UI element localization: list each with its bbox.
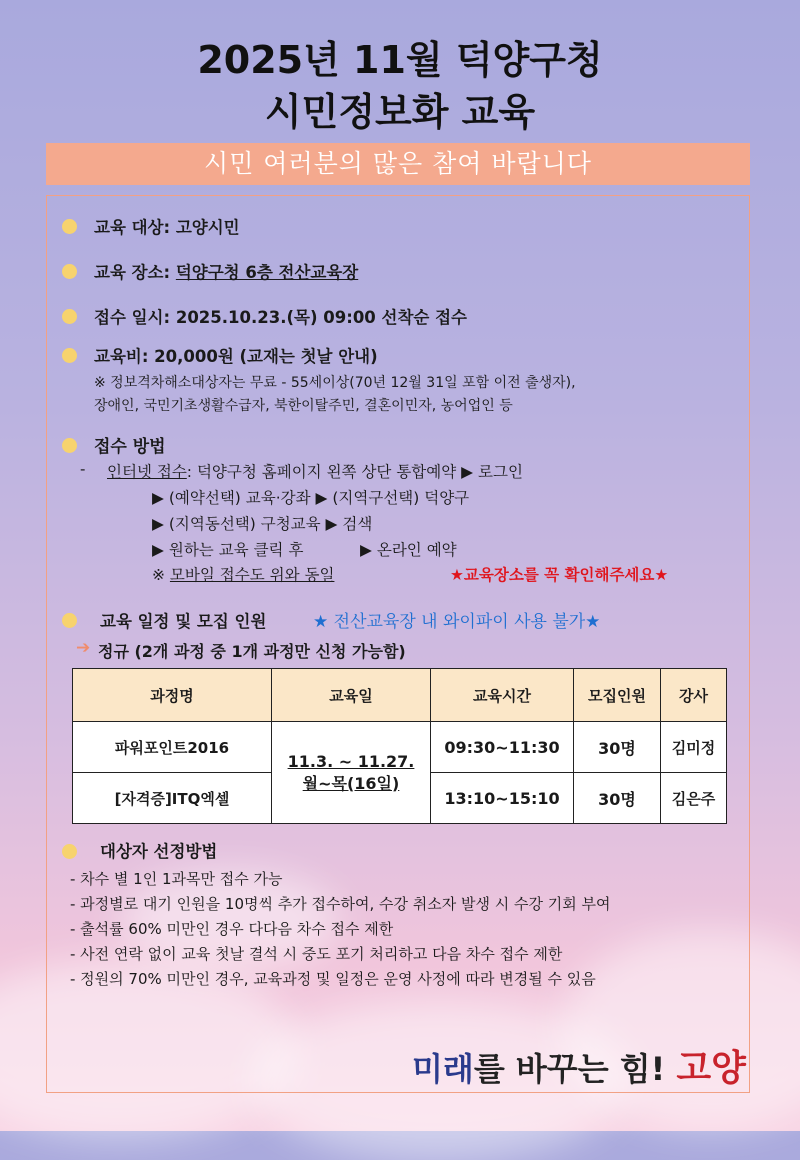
bullet-icon [62, 844, 77, 859]
method-heading: 접수 방법 [94, 437, 166, 457]
course-name: 파워포인트2016 [73, 722, 272, 773]
wifi-notice: ★ 전산교육장 내 와이파이 사용 불가★ [313, 612, 601, 632]
mobile-text: 모바일 접수도 위와 동일 [169, 566, 335, 584]
course-count: 30명 [574, 722, 661, 773]
date-cell [272, 722, 431, 824]
regular-note: 정규 (2개 과정 중 1개 과정만 신청 가능함) [98, 642, 406, 661]
selection-item: - 정원의 70% 미만인 경우, 교육과정 및 일정은 운영 사정에 따라 변경될 수 있음 [70, 970, 596, 988]
arrow-icon: ➔ [76, 638, 91, 658]
bullet-icon [62, 438, 77, 453]
method-line-2: ▶ (예약선택) 교육·강좌 ▶ (지역구선택) 덕양구 [152, 489, 470, 507]
header-course: 과정명 [73, 669, 272, 722]
fee-text: 교육비: 20,000원 (교재는 첫날 안내) [94, 347, 378, 366]
bullet-icon [62, 264, 77, 279]
course-time: 09:30~11:30 [431, 722, 574, 773]
header-count: 모집인원 [574, 669, 661, 722]
header-time: 교육시간 [431, 669, 574, 722]
title-line-2: 시민정보화 교육 [264, 90, 536, 134]
online-rest: : 덕양구청 홈페이지 왼쪽 상단 통합예약 ▶ 로그인 [186, 463, 523, 481]
place-text [94, 259, 358, 283]
slogan-part-2: 를 바꾸는 힘! [473, 1050, 677, 1088]
bullet-icon [62, 309, 77, 324]
table-row [73, 722, 727, 773]
date-range: 11.3. ~ 11.27. [287, 751, 415, 771]
header-teacher: 강사 [661, 669, 727, 722]
table-header-row [73, 669, 727, 722]
course-teacher: 김미정 [661, 722, 727, 773]
place-label: 교육 장소: [94, 263, 176, 282]
title-line-1: 2025년 11월 덕양구청 [197, 38, 603, 82]
schedule-heading: 교육 일정 및 모집 인원 [100, 612, 267, 631]
course-name: [자격증]ITQ엑셀 [73, 773, 272, 824]
page-title [0, 34, 800, 138]
schedule-table [72, 668, 727, 824]
bullet-icon [62, 348, 77, 363]
date-days: 월~목(16일) [302, 773, 400, 793]
target-text: 교육 대상: 고양시민 [94, 218, 240, 237]
fee-note-1: ※ 정보격차해소대상자는 무료 - 55세이상(70년 12월 31일 포함 이전 출생자), [94, 375, 576, 391]
place-value: 덕양구청 6층 전산교육장 [175, 263, 359, 282]
mobile-prefix: ※ [152, 566, 170, 584]
slogan-part-3: 고양 [676, 1048, 746, 1089]
online-label: 인터넷 접수 [107, 463, 187, 481]
reception-text: 접수 일시: 2025.10.23.(목) 09:00 선착순 접수 [94, 308, 467, 327]
course-time: 13:10~15:10 [431, 773, 574, 824]
method-dash: - [80, 460, 86, 478]
selection-item: - 출석률 60% 미만인 경우 다다음 차수 접수 제한 [70, 920, 394, 938]
selection-heading: 대상자 선정방법 [100, 842, 218, 861]
header-date: 교육일 [272, 669, 431, 722]
mobile-note [152, 563, 334, 585]
banner: 시민 여러분의 많은 참여 바랍니다 [46, 143, 750, 185]
selection-item: - 과정별로 대기 인원을 10명씩 추가 접수하여, 수강 취소자 발생 시 수강 기회 부여 [70, 895, 611, 913]
course-count: 30명 [574, 773, 661, 824]
bullet-icon [62, 219, 77, 234]
slogan-part-1: 미래 [412, 1050, 474, 1088]
warning-text: ★교육장소를 꼭 확인해주세요★ [450, 566, 669, 584]
selection-item: - 사전 연락 없이 교육 첫날 결석 시 중도 포기 처리하고 다음 차수 접수 제한 [70, 945, 563, 963]
course-teacher: 김은주 [661, 773, 727, 824]
bullet-icon [62, 613, 77, 628]
method-line-4a: ▶ 원하는 교육 클릭 후 [152, 541, 304, 559]
selection-item: - 차수 별 1인 1과목만 접수 가능 [70, 870, 283, 888]
footer-slogan [412, 1040, 746, 1091]
fee-note-2: 장애인, 국민기초생활수급자, 북한이탈주민, 결혼이민자, 농어업인 등 [94, 398, 513, 414]
method-line-3: ▶ (지역동선택) 구청교육 ▶ 검색 [152, 515, 373, 533]
method-line-1 [107, 460, 523, 482]
method-line-4b: ▶ 온라인 예약 [360, 541, 457, 559]
